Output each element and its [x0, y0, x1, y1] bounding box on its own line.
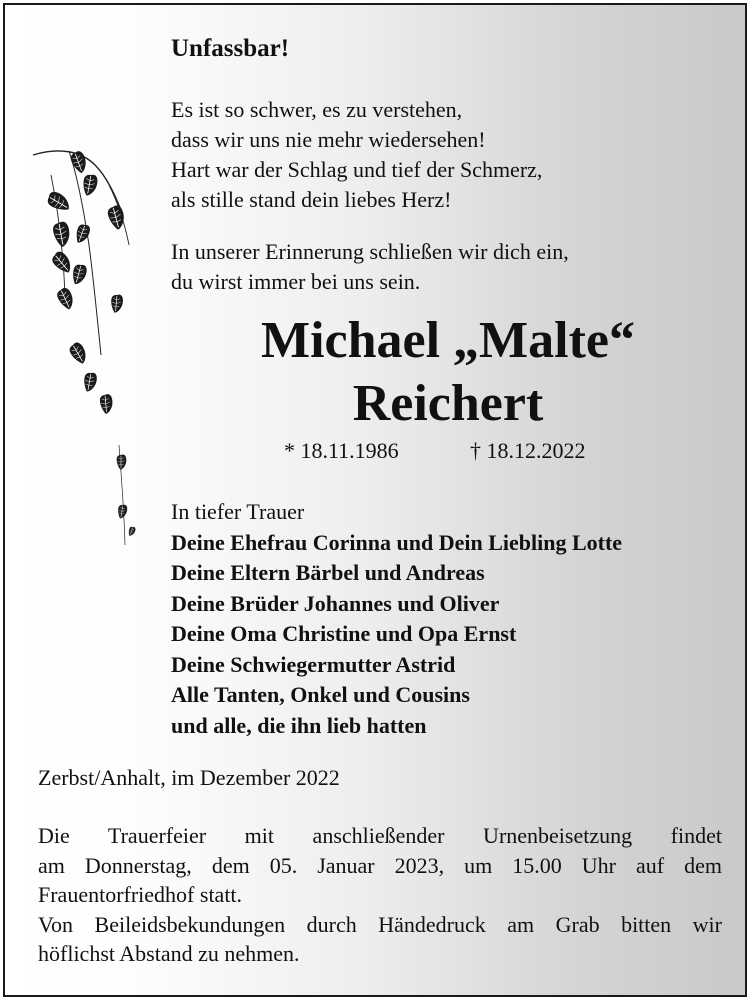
- funeral-service-info: [38, 821, 722, 969]
- verse-line: du wirst immer bei uns sein.: [171, 269, 421, 294]
- place-and-date: Zerbst/Anhalt, im Dezember 2022: [38, 765, 340, 790]
- obituary-notice: [3, 3, 747, 997]
- verse-second-stanza: [171, 237, 569, 297]
- headline: Unfassbar!: [171, 35, 290, 62]
- birch-branch-icon: [29, 145, 159, 565]
- service-line: Von Beileidsbekundungen durch Händedruck am Grab bitten wir: [38, 911, 722, 937]
- mourner-line: Deine Oma Christine und Opa Ernst: [171, 621, 517, 646]
- mourners-list: [171, 497, 622, 741]
- mourning-intro: In tiefer Trauer: [171, 499, 305, 524]
- verse-line: In unserer Erinnerung schließen wir dich ein,: [171, 239, 569, 264]
- verse-line: dass wir uns nie mehr wiedersehen!: [171, 127, 486, 152]
- verse-line: als stille stand dein liebes Herz!: [171, 187, 452, 212]
- service-line: höflichst Abstand zu nehmen.: [38, 941, 300, 966]
- mourner-line: Deine Brüder Johannes und Oliver: [171, 590, 500, 616]
- verse-line: Hart war der Schlag und tief der Schmerz,: [171, 157, 543, 182]
- mourner-line: Alle Tanten, Onkel und Cousins: [171, 682, 470, 707]
- service-line: Frauentorfriedhof statt.: [38, 882, 243, 907]
- mourner-line: und alle, die ihn lieb hatten: [171, 712, 427, 738]
- deceased-name-surname: Reichert: [352, 375, 544, 432]
- mourner-line: Deine Ehefrau Corinna und Dein Liebling Lotte: [171, 529, 623, 555]
- mourner-line: Deine Schwiegermutter Astrid: [171, 651, 456, 677]
- deceased-name-first-line: Michael „Malte“: [261, 312, 635, 369]
- mourner-line: Deine Eltern Bärbel und Andreas: [171, 560, 485, 585]
- death-date: † 18.12.2022: [470, 438, 586, 463]
- service-line: Die Trauerfeier mit anschließender Urnenbeisetzung findet: [38, 823, 722, 848]
- verse-first-stanza: [171, 95, 542, 215]
- verse-line: Es ist so schwer, es zu verstehen,: [171, 97, 463, 122]
- birth-date: * 18.11.1986: [284, 438, 399, 463]
- service-line: am Donnerstag, dem 05. Januar 2023, um 15.00 Uhr auf dem: [38, 852, 722, 878]
